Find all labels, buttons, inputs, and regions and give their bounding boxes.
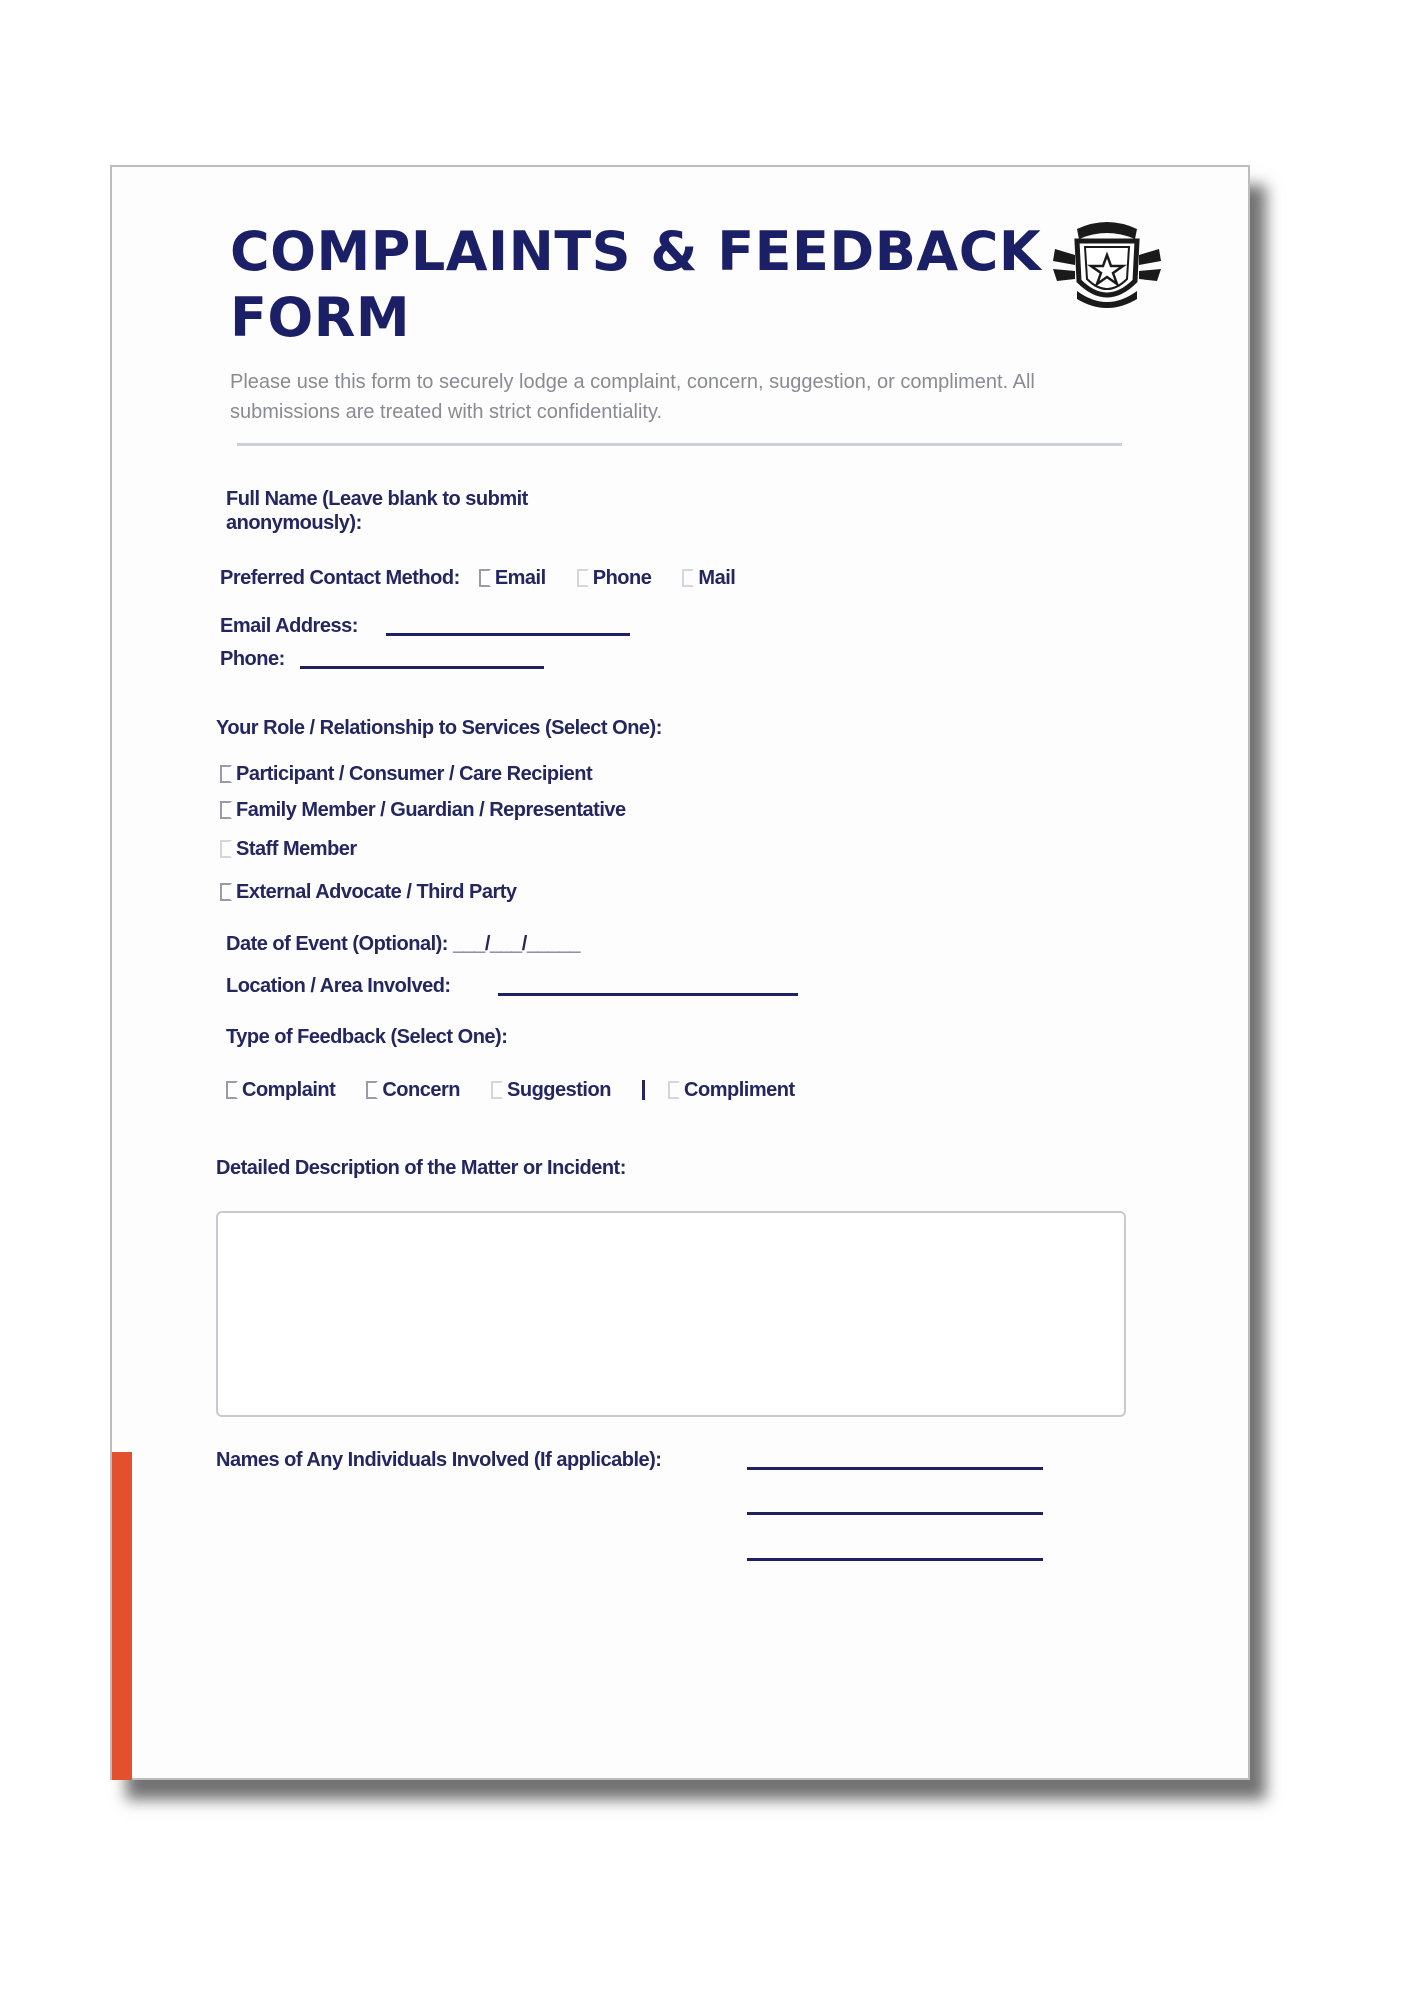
role-option-participant[interactable]: Participant / Consumer / Care Recipient [220, 763, 592, 786]
page-title: COMPLAINTS & FEEDBACK FORM [230, 220, 1042, 349]
contact-method-row [220, 567, 761, 590]
checkbox[interactable] [479, 569, 491, 587]
location-label: Location / Area Involved: [226, 975, 451, 997]
individuals-field-3[interactable] [747, 1558, 1043, 1561]
email-label: Email Address: [220, 615, 358, 637]
shield-star-crest-icon [1047, 209, 1167, 319]
feedback-option-complaint[interactable]: Complaint [226, 1079, 335, 1101]
feedback-option-suggestion[interactable]: Suggestion [491, 1079, 611, 1101]
role-label: Your Role / Relationship to Services (Select One): [216, 717, 662, 739]
checkbox[interactable] [682, 569, 694, 587]
contact-method-label: Preferred Contact Method: [220, 567, 460, 589]
checkbox[interactable] [577, 569, 589, 587]
phone-field[interactable] [300, 666, 544, 669]
intro-text: Please use this form to securely lodge a complaint, concern, suggestion, or compliment. All submissions are treated with strict confidentiality. [230, 371, 1035, 423]
role-option-staff[interactable]: Staff Member [220, 838, 357, 861]
feedback-type-row [226, 1079, 821, 1102]
checkbox[interactable] [220, 765, 232, 783]
role-option-family[interactable]: Family Member / Guardian / Representative [220, 799, 626, 822]
location-field[interactable] [498, 993, 798, 996]
description-label: Detailed Description of the Matter or Incident: [216, 1157, 626, 1179]
individuals-label: Names of Any Individuals Involved (If applicable): [216, 1449, 662, 1471]
feedback-option-compliment[interactable]: Compliment [668, 1079, 795, 1101]
accent-bar [112, 1452, 132, 1780]
contact-option-email[interactable]: Email [479, 567, 546, 589]
divider [237, 443, 1122, 446]
checkbox[interactable] [220, 801, 232, 819]
checkbox[interactable] [366, 1081, 378, 1099]
individuals-field-1[interactable] [747, 1467, 1043, 1470]
full-name-label: Full Name (Leave blank to submit anonymously): [226, 488, 528, 534]
feedback-option-concern[interactable]: Concern [366, 1079, 460, 1101]
description-textarea[interactable] [216, 1211, 1126, 1417]
form-page [110, 165, 1250, 1780]
separator [642, 1080, 645, 1100]
checkbox[interactable] [226, 1081, 238, 1099]
feedback-type-label: Type of Feedback (Select One): [226, 1026, 508, 1048]
contact-option-phone[interactable]: Phone [577, 567, 652, 589]
checkbox[interactable] [220, 883, 232, 901]
phone-label: Phone: [220, 648, 285, 670]
date-field[interactable]: Date of Event (Optional): ___/___/_____ [226, 933, 580, 955]
role-option-advocate[interactable]: External Advocate / Third Party [220, 881, 517, 904]
checkbox[interactable] [668, 1081, 680, 1099]
email-field[interactable] [386, 633, 630, 636]
checkbox[interactable] [491, 1081, 503, 1099]
individuals-field-2[interactable] [747, 1512, 1043, 1515]
contact-option-mail[interactable]: Mail [682, 567, 735, 589]
checkbox[interactable] [220, 840, 232, 858]
